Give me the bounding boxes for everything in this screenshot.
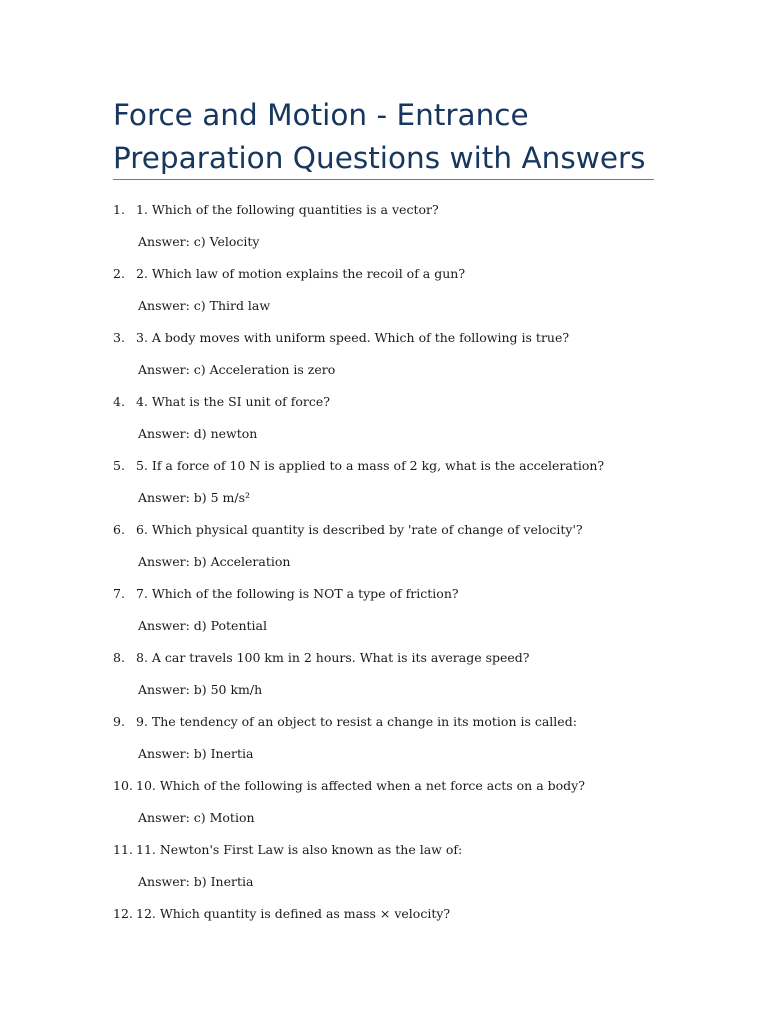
question-text: 4. What is the SI unit of force? xyxy=(136,394,331,409)
question-text: 9. The tendency of an object to resist a change in its motion is called: xyxy=(136,714,577,729)
item-number: 4. xyxy=(113,394,125,409)
question-item xyxy=(113,712,673,776)
question-item xyxy=(113,904,673,968)
item-number: 8. xyxy=(113,650,125,665)
question-item xyxy=(113,584,673,648)
question-text: 2. Which law of motion explains the recoil of a gun? xyxy=(136,266,466,281)
title-underline xyxy=(113,179,654,180)
item-number: 5. xyxy=(113,458,125,473)
question-item xyxy=(113,200,673,264)
question-text: 7. Which of the following is NOT a type of friction? xyxy=(136,586,459,601)
item-number: 10. xyxy=(113,778,133,793)
question-item xyxy=(113,456,673,520)
question-item xyxy=(113,776,673,840)
question-list xyxy=(113,200,673,968)
item-number: 7. xyxy=(113,586,125,601)
question-text: 8. A car travels 100 km in 2 hours. What is its average speed? xyxy=(136,650,530,665)
question-item xyxy=(113,648,673,712)
answer-text: Answer: b) 5 m/s² xyxy=(138,490,251,505)
question-text: 6. Which physical quantity is described by 'rate of change of velocity'? xyxy=(136,522,583,537)
answer-text: Answer: b) Acceleration xyxy=(138,554,291,569)
question-item xyxy=(113,264,673,328)
item-number: 12. xyxy=(113,906,133,921)
question-text: 12. Which quantity is defined as mass × velocity? xyxy=(136,906,451,921)
answer-text: Answer: c) Third law xyxy=(138,298,271,313)
answer-text: Answer: d) newton xyxy=(138,426,258,441)
answer-text: Answer: d) Potential xyxy=(138,618,267,633)
item-number: 9. xyxy=(113,714,125,729)
answer-text: Answer: c) Acceleration is zero xyxy=(138,362,336,377)
answer-text: Answer: c) Motion xyxy=(138,810,255,825)
answer-text: Answer: c) Velocity xyxy=(138,234,260,249)
question-item xyxy=(113,840,673,904)
question-text: 1. Which of the following quantities is a vector? xyxy=(136,202,439,217)
item-number: 2. xyxy=(113,266,125,281)
question-item xyxy=(113,328,673,392)
item-number: 6. xyxy=(113,522,125,537)
item-number: 1. xyxy=(113,202,125,217)
question-text: 5. If a force of 10 N is applied to a mass of 2 kg, what is the acceleration? xyxy=(136,458,605,473)
question-item xyxy=(113,520,673,584)
question-item xyxy=(113,392,673,456)
item-number: 11. xyxy=(113,842,133,857)
item-number: 3. xyxy=(113,330,125,345)
document-title: Force and Motion - Entrance Preparation Questions with Answers xyxy=(113,98,646,175)
question-text: 10. Which of the following is affected when a net force acts on a body? xyxy=(136,778,585,793)
answer-text: Answer: b) Inertia xyxy=(138,746,254,761)
answer-text: Answer: b) 50 km/h xyxy=(138,682,263,697)
question-text: 11. Newton's First Law is also known as the law of: xyxy=(136,842,463,857)
question-text: 3. A body moves with uniform speed. Which of the following is true? xyxy=(136,330,570,345)
answer-text: Answer: b) Inertia xyxy=(138,874,254,889)
